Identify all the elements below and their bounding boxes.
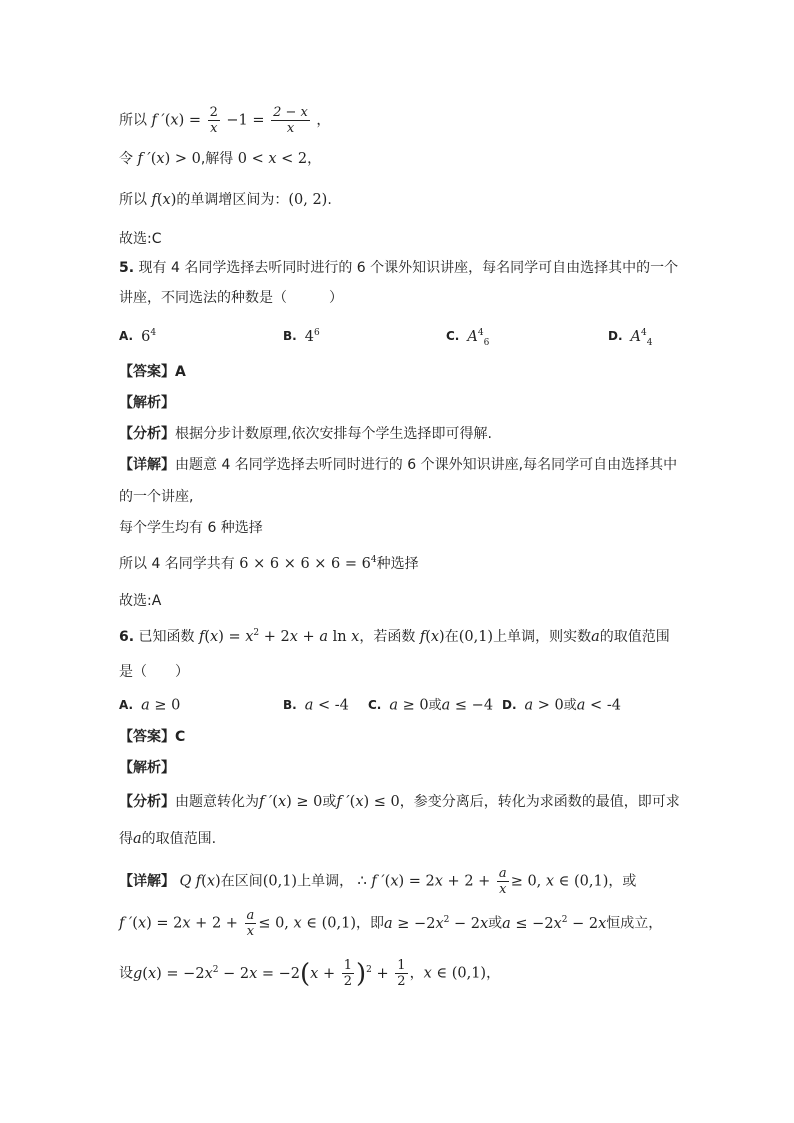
text: 上单调，则实数	[493, 629, 592, 645]
math: $4^6$	[304, 327, 320, 345]
math: a ≥ 0	[141, 697, 181, 714]
q6-option-a	[119, 695, 180, 716]
question-number: 5.	[119, 260, 135, 276]
q5-option-b	[283, 326, 320, 347]
q5-detail-2: 的一个讲座,	[119, 489, 194, 505]
q5-detail	[119, 455, 677, 475]
text: ，	[307, 151, 322, 167]
q5-option-c	[446, 326, 489, 347]
text: ，参变分离后，转化为求函数的最值，即可求	[399, 794, 680, 810]
text: 所以 4 名同学共有	[119, 556, 235, 572]
math: ≤ 0, x ∈ (0,1)	[258, 915, 357, 932]
fraction: $\frac{1}{2}$	[397, 958, 406, 989]
math: f ′(x) =	[151, 112, 206, 129]
math: x ∈ (0,1)	[423, 965, 487, 982]
math: $a \ge -2x^2 - 2x$	[384, 914, 489, 932]
q6-detail-3	[119, 958, 500, 989]
fraction: $\frac{1}{2}$	[343, 958, 353, 989]
math: (0,1)	[458, 629, 494, 645]
condition-line	[119, 149, 321, 169]
math: $A^4_6$	[467, 327, 490, 348]
text: 所以	[119, 192, 147, 208]
answer-value: A	[175, 364, 186, 380]
question-5-cont: 讲座，不同选法的种数是（ ）	[119, 290, 343, 306]
q6-option-b	[283, 695, 349, 716]
answer-label: 【答案】	[119, 364, 175, 380]
text: 或	[428, 698, 442, 713]
q5-answer	[119, 362, 186, 382]
math: a < -4	[576, 697, 621, 714]
math: (0, 2)	[288, 192, 328, 208]
fraction: $\frac{2 - x}{x}$	[273, 105, 308, 136]
text: 的取值范围	[599, 629, 670, 645]
option-label: C.	[368, 698, 382, 712]
option-label: D.	[502, 698, 517, 712]
q5-option-d	[608, 326, 652, 347]
analysis-label: 【分析】	[119, 794, 175, 810]
fraction: $\frac{2}{x}$	[209, 105, 218, 136]
q6-option-c	[368, 695, 493, 716]
math: Q	[179, 873, 192, 890]
math: a ≥ 0	[389, 697, 429, 714]
q6-analysis-2	[119, 829, 216, 849]
text: 的取值范围.	[141, 831, 217, 847]
math: −1 =	[226, 112, 270, 129]
question-6	[119, 627, 670, 647]
text: 在区间	[220, 873, 263, 890]
text: 已知函数	[138, 629, 195, 645]
answer-label: 【答案】	[119, 729, 175, 745]
answer-line: 故选:C	[119, 231, 162, 247]
text: 现有 4 名同学选择去听同时进行的 6 个课外知识讲座，每名同学可自由选择其中的一个	[138, 260, 679, 276]
text: 令	[119, 151, 133, 167]
math: f(x)	[195, 873, 221, 890]
text: 在	[444, 629, 459, 645]
math: $6^4$	[141, 327, 157, 345]
text: 或	[322, 794, 337, 810]
text: ，即	[356, 915, 385, 932]
math: )$^2$ +	[356, 958, 394, 989]
math: $a \le -2x^2 - 2x$	[502, 914, 607, 932]
question-number: 6.	[119, 629, 135, 645]
math: $A^4_4$	[630, 327, 653, 348]
text: ，若函数	[359, 629, 416, 645]
text: ，	[316, 112, 331, 129]
text: 得	[119, 831, 133, 847]
math: f ′(x) ≥ 0	[259, 794, 323, 810]
math: f(x)	[151, 192, 177, 208]
q5-analysis	[119, 424, 492, 444]
q5-detail-3: 每个学生均有 6 种选择	[119, 520, 263, 536]
math: ≥ 0, x ∈ (0,1)	[510, 873, 609, 890]
text: ,解得	[200, 151, 234, 167]
q5-final: 故选:A	[119, 593, 162, 609]
interval-line	[119, 190, 332, 210]
analysis-label: 【分析】	[119, 426, 175, 442]
math: $g(x) = -2x^2 - 2x = -2(x$ +	[133, 958, 340, 989]
math: f ′(x) = 2x + 2 +	[119, 915, 243, 932]
text: 或	[563, 698, 577, 713]
answer-value: C	[175, 729, 186, 745]
text: 由题意转化为	[175, 794, 259, 810]
q5-jiexi: 【解析】	[119, 395, 175, 411]
text: ，	[409, 965, 424, 982]
text: .	[327, 192, 332, 208]
option-label: B.	[283, 329, 297, 343]
option-label: C.	[446, 329, 460, 343]
q6-option-d	[502, 695, 621, 716]
math: f(x)	[419, 629, 445, 645]
detail-label: 【详解】	[119, 457, 175, 473]
math: a < -4	[304, 697, 349, 714]
option-label: D.	[608, 329, 623, 343]
text: 根据分步计数原理,依次安排每个学生选择即可得解.	[175, 426, 492, 442]
q6-detail-2	[119, 908, 662, 939]
text: ，或	[608, 873, 637, 890]
question-6-cont: 是（ ）	[119, 664, 189, 680]
text: ，	[486, 965, 501, 982]
math: 0 < x < 2	[237, 151, 308, 167]
math: ∴ f ′(x) = 2x + 2 +	[357, 873, 495, 890]
text: 由题意 4 名同学选择去听同时进行的 6 个课外知识讲座,每名同学可自由选择其中	[175, 457, 678, 473]
q6-jiexi: 【解析】	[119, 760, 175, 776]
text: 上单调，	[297, 873, 354, 890]
derivative-line	[119, 105, 330, 136]
math: $6 \times 6 \times 6 \times 6 = 6^4$	[239, 555, 377, 572]
fraction: $\frac{a}{x}$	[498, 866, 507, 897]
q5-detail-4	[119, 554, 419, 574]
option-label: A.	[119, 698, 134, 712]
math: a	[591, 629, 600, 645]
option-label: A.	[119, 329, 134, 343]
text: 或	[488, 915, 503, 932]
option-label: B.	[283, 698, 297, 712]
text: 恒成立，	[606, 915, 663, 932]
text: 种选择	[376, 556, 419, 572]
q5-option-a	[119, 326, 156, 347]
question-5	[119, 258, 678, 278]
fraction: $\frac{a}{x}$	[246, 908, 255, 939]
math: f ′(x) > 0	[137, 151, 201, 167]
math: a > 0	[524, 697, 564, 714]
math: (0,1)	[262, 873, 298, 890]
text: 设	[119, 965, 133, 982]
q6-detail	[119, 866, 636, 897]
math: a ≤ −4	[441, 697, 494, 714]
detail-label: 【详解】	[119, 873, 175, 890]
text: 所以	[119, 112, 147, 129]
math: a	[133, 831, 142, 847]
q6-analysis	[119, 792, 680, 812]
math: $f(x) = x^2 + 2x + a$ ln x	[198, 628, 360, 645]
text: 的单调增区间为：	[176, 192, 289, 208]
q6-answer	[119, 727, 185, 747]
math: f ′(x) ≤ 0	[336, 794, 400, 810]
